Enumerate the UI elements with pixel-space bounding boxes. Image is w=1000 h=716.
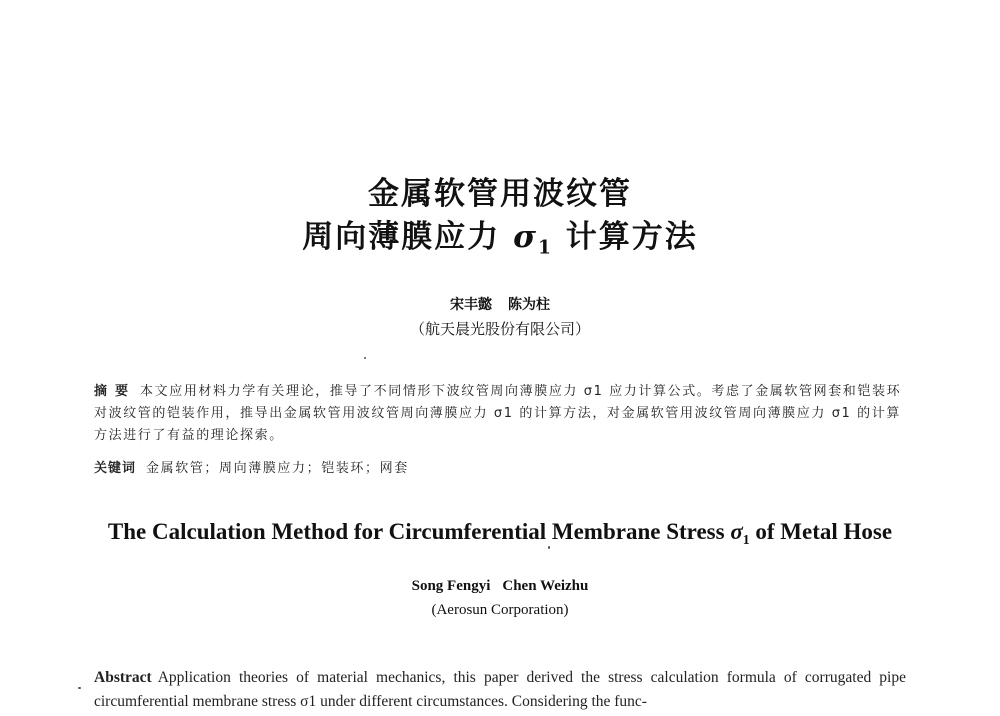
english-abstract-label: Abstract (94, 669, 152, 686)
english-author-1: Song Fengyi (411, 578, 491, 594)
english-affiliation: (Aerosun Corporation) (431, 602, 569, 618)
english-title-part-2: of Metal Hose (755, 519, 893, 544)
english-abstract (94, 666, 906, 714)
sigma-symbol: σ (513, 219, 538, 255)
chinese-authors (0, 294, 1000, 314)
chinese-title-sigma (513, 219, 553, 259)
english-authors (0, 578, 1000, 595)
sigma-subscript: 1 (537, 237, 553, 259)
english-abstract-text: Application theories of material mechanics, this paper derived the stress calculation formula of corrugated pipe circumferential membrane stress σ1 under different circumstances. Considering the func- (94, 669, 906, 710)
chinese-affiliation: （航天晨光股份有限公司） (409, 320, 590, 338)
english-title-part-1: The Calculation Method for Circumferential Membrane Stress (107, 519, 725, 544)
english-sigma-subscript: 1 (742, 531, 750, 547)
scan-speck (78, 687, 81, 689)
chinese-keywords (94, 458, 906, 480)
english-title (0, 519, 1000, 548)
chinese-title-part-1: 周向薄膜应力 (302, 219, 501, 255)
scan-speck (364, 357, 366, 359)
chinese-keywords-label: 关键词 (94, 461, 137, 476)
chinese-title-line-2 (0, 211, 1000, 259)
chinese-abstract-label: 摘要 (94, 384, 137, 399)
chinese-abstract (94, 381, 906, 447)
english-sigma-symbol: σ (730, 519, 743, 544)
english-author-2: Chen Weizhu (502, 578, 589, 594)
english-title-sigma (730, 519, 750, 547)
chinese-title-part-2: 计算方法 (565, 219, 698, 255)
chinese-keywords-text: 金属软管；周向薄膜应力；铠装环；网套 (146, 461, 409, 476)
chinese-abstract-text: 本文应用材料力学有关理论，推导了不同情形下波纹管周向薄膜应力 σ1 应力计算公式。考虑了金属软管网套和铠装环对波纹管的铠装作用，推导出金属软管用波纹管周向薄膜应力 σ1 的计算方法，对金属软管用波纹管周向薄膜应力 σ1 的计算方法进行了有益的理论探索。 (94, 384, 902, 443)
scan-speck (548, 546, 550, 549)
chinese-title-line-1: 金属软管用波纹管 (368, 176, 632, 212)
chinese-author-1: 宋丰懿 (450, 297, 492, 313)
chinese-author-2: 陈为柱 (508, 297, 550, 313)
